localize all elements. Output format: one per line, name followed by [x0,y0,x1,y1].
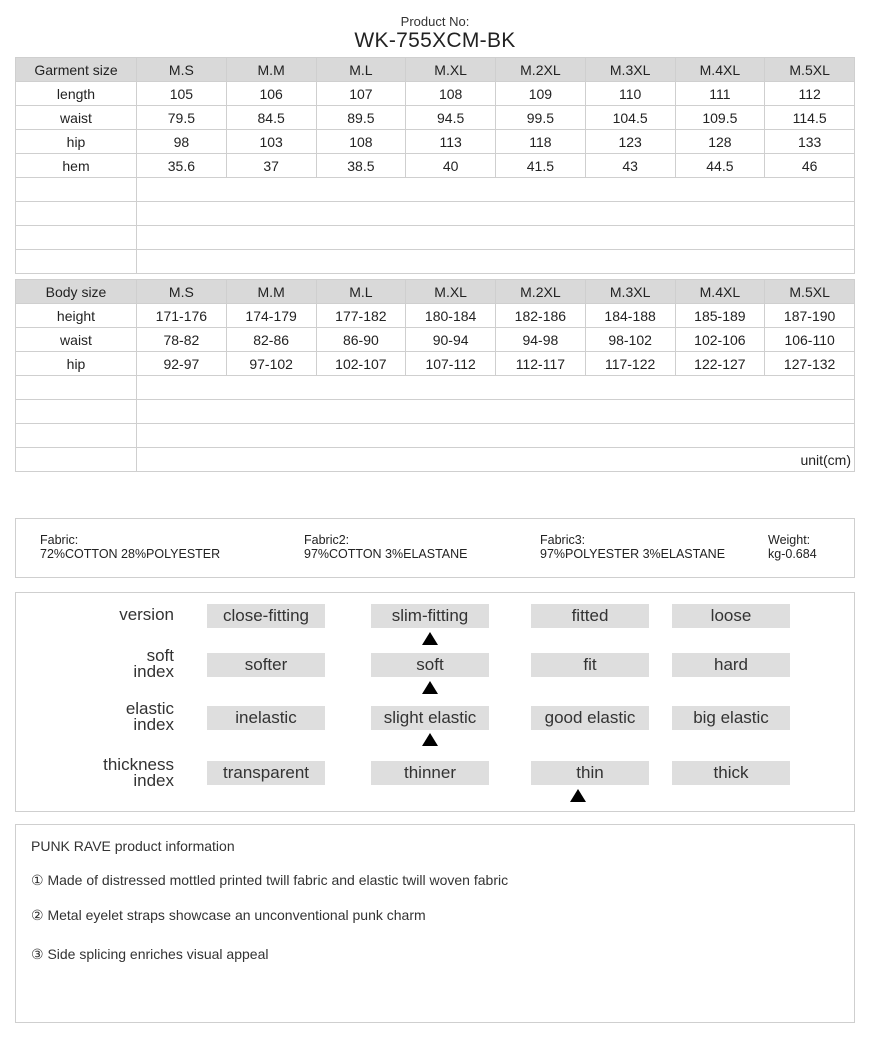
version-option: loose [672,604,790,628]
empty-cell [16,226,137,250]
weight [768,533,817,561]
fabric-3-label: Fabric3: [540,533,586,547]
unit-row [16,448,855,472]
elastic-label-line2: index [133,715,174,734]
table-cell: 98 [137,130,227,154]
elastic-option: slight elastic [371,706,489,730]
fabric-2-value: 97%COTTON 3%ELASTANE [304,547,468,561]
table-cell: 107-112 [406,352,496,376]
table-cell: 128 [675,130,765,154]
version-option: close-fitting [207,604,325,628]
table-cell: 187-190 [765,304,855,328]
table-cell: 78-82 [137,328,227,352]
table-row [16,130,855,154]
table-cell: 110 [585,82,675,106]
weight-label: Weight: [768,533,811,547]
header-cell: M.M [226,58,316,82]
elastic-label-line1: elastic [125,699,174,718]
empty-cell [137,376,855,400]
table-cell: 82-86 [226,328,316,352]
row-label: length [16,82,137,106]
thickness-index-label [103,757,174,789]
table-cell: 99.5 [496,106,586,130]
soft-index-label [133,648,174,680]
table-cell: 185-189 [675,304,765,328]
fabric-3-value: 97%POLYESTER 3%ELASTANE [540,547,726,561]
header-cell: M.XL [406,280,496,304]
unit-label: unit(cm) [137,448,855,472]
version-option: slim-fitting [371,604,489,628]
row-label: hip [16,352,137,376]
table-row [16,82,855,106]
fabric-2-label: Fabric2: [304,533,350,547]
table-cell: 127-132 [765,352,855,376]
table-cell: 109 [496,82,586,106]
table-cell: 113 [406,130,496,154]
row-label: waist [16,106,137,130]
table-cell: 86-90 [316,328,406,352]
header-cell: M.2XL [496,58,586,82]
header-cell: M.3XL [585,58,675,82]
table-row [16,328,855,352]
table-row [16,352,855,376]
header-cell: M.L [316,58,406,82]
fabric-1-value: 72%COTTON 28%POLYESTER [40,547,221,561]
table-cell: 118 [496,130,586,154]
table-cell: 38.5 [316,154,406,178]
fabric-1-label: Fabric: [40,533,79,547]
row-label: hem [16,154,137,178]
table-cell: 182-186 [496,304,586,328]
table-cell: 40 [406,154,496,178]
table-cell: 107 [316,82,406,106]
table-cell: 90-94 [406,328,496,352]
thickness-label-line1: thickness [103,755,174,774]
header-cell: M.3XL [585,280,675,304]
version-label [119,607,174,623]
table-header-row [16,280,855,304]
table-cell: 46 [765,154,855,178]
empty-row [16,178,855,202]
table-cell: 122-127 [675,352,765,376]
header-cell: M.M [226,280,316,304]
empty-cell [137,424,855,448]
row-label: hip [16,130,137,154]
header-cell: M.XL [406,58,496,82]
table-cell: 35.6 [137,154,227,178]
soft-option: softer [207,653,325,677]
elastic-option: good elastic [531,706,649,730]
table-cell: 106-110 [765,328,855,352]
header-cell: M.5XL [765,58,855,82]
empty-cell [16,400,137,424]
version-indicator-arrow [422,632,438,645]
empty-cell [137,400,855,424]
product-info-panel [15,824,855,1023]
empty-row [16,226,855,250]
thickness-label-line2: index [133,771,174,790]
table-cell: 109.5 [675,106,765,130]
empty-cell [16,178,137,202]
table-cell: 94-98 [496,328,586,352]
fabric-panel [15,518,855,578]
thickness-indicator-arrow [570,789,586,802]
table-cell: 133 [765,130,855,154]
table-cell: 89.5 [316,106,406,130]
table-cell: 104.5 [585,106,675,130]
empty-cell [16,250,137,274]
header-cell: M.S [137,280,227,304]
table-cell: 41.5 [496,154,586,178]
table-cell: 79.5 [137,106,227,130]
row-label: height [16,304,137,328]
soft-option: soft [371,653,489,677]
empty-cell [16,202,137,226]
empty-cell [16,448,137,472]
table-cell: 105 [137,82,227,106]
empty-cell [137,250,855,274]
product-number: WK-755XCM-BK [354,29,516,52]
header-cell: Garment size [16,58,137,82]
empty-cell [16,376,137,400]
header-cell: M.2XL [496,280,586,304]
thickness-option: thin [531,761,649,785]
row-label: waist [16,328,137,352]
thickness-option: thinner [371,761,489,785]
empty-row [16,400,855,424]
empty-cell [137,202,855,226]
table-cell: 92-97 [137,352,227,376]
header-cell: Body size [16,280,137,304]
soft-option: fit [531,653,649,677]
empty-cell [137,226,855,250]
elastic-indicator-arrow [422,733,438,746]
version-label-text: version [119,605,174,624]
table-cell: 102-106 [675,328,765,352]
fit-feel-panel [15,592,855,812]
elastic-option: inelastic [207,706,325,730]
table-cell: 106 [226,82,316,106]
table-row [16,106,855,130]
table-cell: 98-102 [585,328,675,352]
table-cell: 180-184 [406,304,496,328]
table-cell: 184-188 [585,304,675,328]
weight-value: kg-0.684 [768,547,817,561]
empty-row [16,424,855,448]
info-item: ③ Side splicing enriches visual appeal [31,946,269,962]
table-cell: 94.5 [406,106,496,130]
table-cell: 111 [675,82,765,106]
fabric-2 [304,533,467,561]
table-cell: 84.5 [226,106,316,130]
table-row [16,154,855,178]
empty-row [16,250,855,274]
table-cell: 103 [226,130,316,154]
thickness-option: thick [672,761,790,785]
soft-option: hard [672,653,790,677]
table-cell: 117-122 [585,352,675,376]
soft-label-line1: soft [146,646,174,665]
product-number-label: Product No: [400,14,470,29]
garment-size-table [15,57,855,274]
table-cell: 114.5 [765,106,855,130]
table-cell: 97-102 [226,352,316,376]
table-cell: 112 [765,82,855,106]
info-item: ① Made of distressed mottled printed twill fabric and elastic twill woven fabric [31,872,509,888]
table-cell: 177-182 [316,304,406,328]
table-row [16,304,855,328]
thickness-option: transparent [207,761,325,785]
version-option: fitted [531,604,649,628]
empty-cell [16,424,137,448]
elastic-option: big elastic [672,706,790,730]
table-cell: 102-107 [316,352,406,376]
table-header-row [16,58,855,82]
header-cell: M.4XL [675,280,765,304]
empty-cell [137,178,855,202]
info-title: PUNK RAVE product information [31,838,235,854]
header-cell: M.L [316,280,406,304]
fabric-3 [540,533,725,561]
table-cell: 112-117 [496,352,586,376]
empty-row [16,202,855,226]
fabric-1 [40,533,220,561]
soft-label-line2: index [133,662,174,681]
table-cell: 37 [226,154,316,178]
body-size-table [15,279,855,472]
table-cell: 174-179 [226,304,316,328]
table-cell: 108 [406,82,496,106]
empty-row [16,376,855,400]
header-cell: M.S [137,58,227,82]
header-cell: M.5XL [765,280,855,304]
info-item: ② Metal eyelet straps showcase an unconventional punk charm [31,907,426,923]
elastic-index-label [126,701,174,733]
header-cell: M.4XL [675,58,765,82]
table-cell: 108 [316,130,406,154]
soft-indicator-arrow [422,681,438,694]
table-cell: 44.5 [675,154,765,178]
table-cell: 43 [585,154,675,178]
table-cell: 171-176 [137,304,227,328]
table-cell: 123 [585,130,675,154]
